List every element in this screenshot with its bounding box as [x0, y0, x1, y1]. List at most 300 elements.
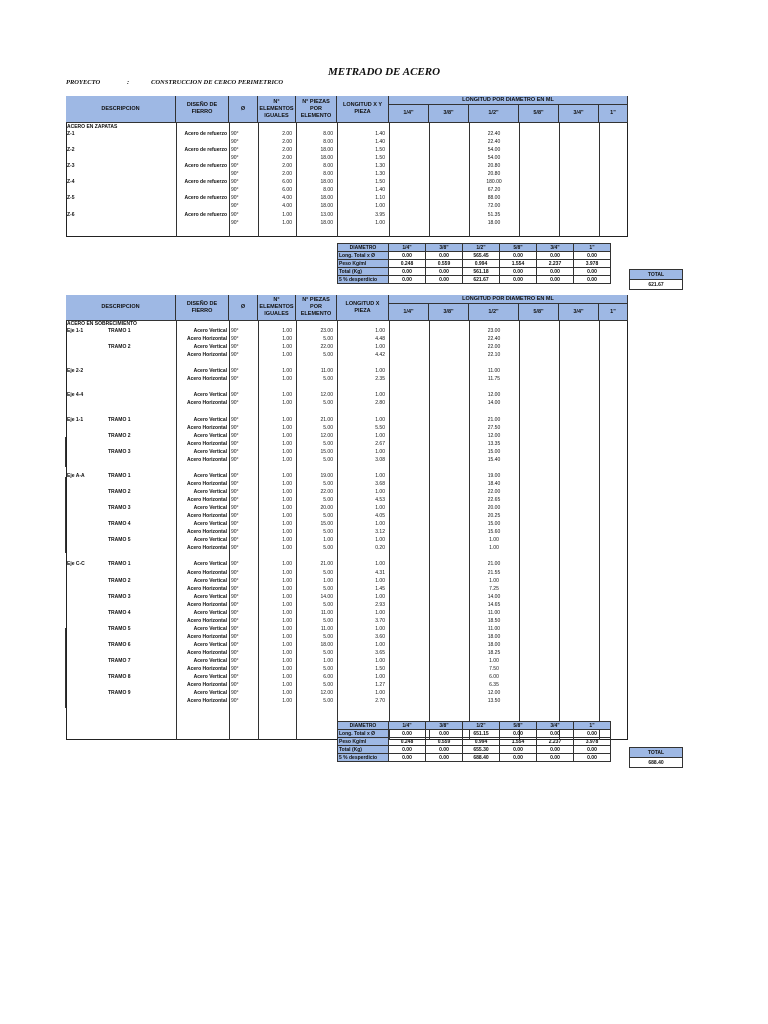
row-longitud: 1.00 — [375, 448, 385, 455]
row-description: Z-2 — [67, 147, 75, 154]
row-longitud: 3.95 — [375, 211, 385, 218]
row-angle: 90° — [231, 155, 239, 162]
row-angle: 90° — [231, 163, 239, 170]
row-n-piezas: 5.00 — [323, 617, 333, 624]
row-angle: 90° — [231, 171, 239, 178]
row-n-elementos: 1.00 — [282, 352, 292, 359]
row-n-elementos: 1.00 — [282, 376, 292, 383]
row-n-elementos: 1.00 — [282, 561, 292, 568]
row-longitud: 2.93 — [375, 601, 385, 608]
row-length-1-2: 6.00 — [489, 674, 499, 681]
row-diseno: Acero Horizontal — [186, 617, 227, 624]
diameter-summary — [337, 721, 611, 762]
row-longitud: 1.00 — [375, 203, 385, 210]
row-longitud: 1.50 — [375, 155, 385, 162]
summary-value: 0.00 — [389, 746, 426, 754]
row-n-piezas: 21.00 — [320, 561, 333, 568]
row-angle: 90° — [231, 368, 239, 375]
row-n-piezas: 11.00 — [320, 609, 333, 616]
summary-value: 0.00 — [500, 746, 537, 754]
row-length-1-2: 12.00 — [487, 392, 501, 399]
row-n-elementos: 2.00 — [282, 171, 292, 178]
summary-value: 0.00 — [537, 746, 574, 754]
column-rule — [389, 321, 390, 740]
row-length-1-2: 20.25 — [487, 513, 501, 520]
header-diameter: 1" — [599, 304, 628, 321]
summary-value: 0.00 — [500, 276, 537, 284]
page-title: METRADO DE ACERO — [327, 66, 441, 78]
summary-value: 0.00 — [574, 730, 611, 738]
row-diseno: Acero de refuerzo — [184, 163, 227, 170]
row-length-1-2: 22.00 — [487, 489, 501, 495]
header-diseno: DISEÑO DE FIERRO — [176, 295, 229, 321]
row-diseno: Acero Horizontal — [186, 666, 227, 673]
column-rule — [229, 123, 230, 237]
row-length-1-2: 7.50 — [489, 666, 499, 673]
row-diseno: Acero Horizontal — [186, 513, 227, 520]
row-diseno: Acero Vertical — [193, 625, 227, 632]
row-n-elementos: 1.00 — [282, 400, 292, 407]
row-diseno: Acero Vertical — [193, 489, 227, 495]
group-bracket — [65, 545, 66, 553]
row-n-piezas: 11.00 — [320, 625, 333, 632]
summary-label: Peso Kg/ml — [338, 738, 389, 746]
row-n-elementos: 2.00 — [282, 147, 292, 154]
row-longitud: 3.08 — [375, 456, 385, 463]
summary-header: DIAMETRO — [338, 244, 389, 252]
row-length-1-2: 18.40 — [487, 480, 501, 487]
row-n-elementos: 1.00 — [282, 674, 292, 681]
row-diseno: Acero Vertical — [193, 368, 227, 375]
row-longitud: 1.00 — [375, 219, 385, 226]
summary-value: 0.00 — [426, 730, 463, 738]
row-n-elementos: 6.00 — [282, 179, 292, 186]
row-length-1-2: 21.55 — [487, 569, 501, 576]
row-description: Z-4 — [67, 179, 75, 186]
row-diseno: Acero Vertical — [193, 658, 227, 665]
row-n-elementos: 1.00 — [282, 328, 292, 334]
row-angle: 90° — [231, 139, 239, 146]
row-diseno: Acero Vertical — [193, 328, 227, 334]
row-n-piezas: 18.00 — [320, 155, 333, 162]
row-diseno: Acero Vertical — [193, 472, 227, 479]
row-angle: 90° — [231, 682, 239, 689]
summary-value: 2.237 — [537, 260, 574, 268]
row-angle: 90° — [231, 537, 239, 544]
row-length-1-2: 18.25 — [487, 650, 501, 656]
row-angle: 90° — [231, 344, 239, 351]
row-angle: 90° — [231, 432, 239, 439]
row-longitud: 4.05 — [375, 513, 385, 520]
row-longitud: 1.00 — [375, 521, 385, 528]
row-n-elementos: 1.00 — [282, 448, 292, 455]
summary-label: Long. Total x Ø — [338, 730, 389, 738]
summary-value: 3.978 — [574, 260, 611, 268]
row-diseno: Acero Vertical — [193, 521, 227, 528]
summary-value: 0.00 — [389, 730, 426, 738]
row-n-elementos: 1.00 — [282, 211, 292, 218]
row-tramo: TRAMO 1 — [108, 472, 131, 479]
header-diameter: 5/8" — [519, 105, 559, 123]
row-angle: 90° — [231, 601, 239, 608]
row-angle: 90° — [231, 641, 239, 648]
row-angle: 90° — [231, 625, 239, 632]
summary-diameter: 5/8" — [500, 244, 537, 252]
row-length-1-2: 20.00 — [487, 505, 501, 512]
summary-value: 0.00 — [389, 754, 426, 762]
row-length-1-2: 1.00 — [489, 537, 499, 544]
summary-row — [338, 276, 611, 284]
row-description: Eje 1-1 — [67, 416, 84, 423]
row-n-elementos: 2.00 — [282, 155, 292, 162]
row-n-elementos: 1.00 — [282, 521, 292, 528]
row-longitud: 3.60 — [375, 633, 385, 640]
row-length-1-2: 180.00 — [486, 179, 502, 186]
row-n-elementos: 1.00 — [282, 537, 292, 544]
summary-diameter: 1" — [574, 722, 611, 730]
row-angle: 90° — [231, 179, 239, 186]
row-length-1-2: 14.00 — [487, 593, 501, 600]
row-n-piezas: 5.00 — [323, 650, 333, 656]
row-n-elementos: 1.00 — [282, 633, 292, 640]
row-n-elementos: 1.00 — [282, 472, 292, 479]
row-n-piezas: 8.00 — [323, 131, 333, 137]
row-n-elementos: 2.00 — [282, 131, 292, 137]
row-description: Eje 4-4 — [67, 392, 84, 399]
summary-label: Long. Total x Ø — [338, 252, 389, 260]
summary-value: 3.978 — [574, 738, 611, 746]
row-tramo: TRAMO 9 — [108, 690, 131, 697]
row-longitud: 1.00 — [375, 344, 385, 351]
row-n-piezas: 18.00 — [320, 195, 333, 202]
row-angle: 90° — [231, 440, 239, 447]
summary-value: 0.00 — [500, 730, 537, 738]
summary-row — [338, 268, 611, 276]
row-angle: 90° — [231, 513, 239, 520]
row-angle: 90° — [231, 392, 239, 399]
row-diseno: Acero Horizontal — [186, 569, 227, 576]
row-length-1-2: 72.00 — [487, 203, 501, 210]
header-diameter: 1/4" — [389, 105, 429, 123]
summary-row — [338, 730, 611, 738]
row-longitud: 4.53 — [375, 497, 385, 504]
row-tramo: TRAMO 2 — [108, 577, 131, 584]
summary-diameter: 3/8" — [426, 244, 463, 252]
row-length-1-2: 1.00 — [489, 577, 499, 584]
row-diseno: Acero Vertical — [193, 448, 227, 455]
row-angle: 90° — [231, 497, 239, 504]
row-longitud: 1.00 — [375, 505, 385, 512]
row-longitud: 1.50 — [375, 147, 385, 154]
row-n-piezas: 5.00 — [323, 666, 333, 673]
summary-value: 565.45 — [463, 252, 500, 260]
row-longitud: 1.40 — [375, 187, 385, 194]
row-length-1-2: 11.00 — [487, 609, 501, 616]
summary-label: Peso Kg/ml — [338, 260, 389, 268]
row-longitud: 2.70 — [375, 698, 385, 705]
row-angle: 90° — [231, 211, 239, 218]
row-n-elementos: 1.00 — [282, 585, 292, 592]
row-n-piezas: 5.00 — [323, 440, 333, 447]
row-length-1-2: 88.00 — [487, 195, 501, 202]
row-n-piezas: 8.00 — [323, 187, 333, 194]
row-n-piezas: 5.00 — [323, 424, 333, 431]
summary-diameter: 1/2" — [463, 722, 500, 730]
row-angle: 90° — [231, 617, 239, 624]
row-longitud: 1.00 — [375, 641, 385, 648]
row-diseno: Acero de refuerzo — [184, 179, 227, 186]
summary-row — [338, 754, 611, 762]
row-diseno: Acero de refuerzo — [184, 147, 227, 154]
row-n-elementos: 1.00 — [282, 641, 292, 648]
summary-value: 561.18 — [463, 268, 500, 276]
row-n-piezas: 18.00 — [320, 179, 333, 186]
row-n-elementos: 1.00 — [282, 593, 292, 600]
row-n-piezas: 5.00 — [323, 497, 333, 504]
row-description: Eje A-A — [67, 472, 85, 479]
row-tramo: TRAMO 2 — [108, 489, 131, 495]
row-diseno: Acero Vertical — [193, 505, 227, 512]
row-n-piezas: 5.00 — [323, 633, 333, 640]
row-n-piezas: 22.00 — [320, 489, 333, 495]
row-angle: 90° — [231, 195, 239, 202]
header-diameter: 1/2" — [469, 304, 519, 321]
summary-label: Total (Kg) — [338, 746, 389, 754]
row-n-elementos: 1.00 — [282, 513, 292, 520]
total-value: 621.67 — [630, 280, 683, 290]
row-tramo: TRAMO 3 — [108, 448, 131, 455]
row-length-1-2: 51.35 — [487, 211, 501, 218]
summary-value: 0.00 — [500, 252, 537, 260]
row-longitud: 1.00 — [375, 577, 385, 584]
row-length-1-2: 13.35 — [487, 440, 501, 447]
row-n-elementos: 1.00 — [282, 666, 292, 673]
row-angle: 90° — [231, 633, 239, 640]
row-n-piezas: 1.00 — [323, 537, 333, 544]
row-length-1-2: 11.75 — [487, 376, 501, 383]
row-longitud: 3.65 — [375, 650, 385, 656]
row-length-1-2: 18.50 — [487, 617, 501, 624]
group-bracket — [65, 437, 66, 467]
header-longitud-por-diametro: LONGITUD POR DIAMETRO EN ML — [389, 295, 628, 304]
row-angle: 90° — [231, 448, 239, 455]
row-longitud: 1.00 — [375, 416, 385, 423]
row-length-1-2: 20.80 — [487, 163, 501, 170]
row-n-elementos: 1.00 — [282, 609, 292, 616]
row-description: Eje 1-1 — [67, 328, 84, 334]
row-longitud: 4.42 — [375, 352, 385, 359]
row-tramo: TRAMO 2 — [108, 432, 131, 439]
row-angle: 90° — [231, 698, 239, 705]
row-n-elementos: 1.00 — [282, 497, 292, 504]
row-length-1-2: 13.50 — [487, 698, 501, 705]
summary-diameter: 3/4" — [537, 244, 574, 252]
row-tramo: TRAMO 3 — [108, 593, 131, 600]
summary-value: 0.00 — [426, 746, 463, 754]
row-n-elementos: 1.00 — [282, 545, 292, 552]
summary-value: 0.00 — [500, 268, 537, 276]
header-n-elementos: N° ELEMENTOS IGUALES — [258, 96, 296, 123]
row-n-elementos: 2.00 — [282, 163, 292, 170]
row-diseno: Acero Vertical — [193, 609, 227, 616]
row-length-1-2: 54.00 — [487, 155, 501, 162]
column-rule — [389, 123, 390, 237]
row-n-piezas: 23.00 — [320, 328, 333, 334]
row-length-1-2: 1.00 — [489, 545, 499, 552]
row-angle: 90° — [231, 609, 239, 616]
row-angle: 90° — [231, 666, 239, 673]
row-length-1-2: 19.00 — [487, 472, 501, 479]
row-diseno: Acero Horizontal — [186, 456, 227, 463]
row-n-piezas: 18.00 — [320, 203, 333, 210]
row-n-piezas: 15.00 — [320, 521, 333, 528]
row-n-piezas: 6.00 — [323, 674, 333, 681]
row-diseno: Acero Vertical — [193, 690, 227, 697]
summary-value: 0.00 — [537, 276, 574, 284]
row-length-1-2: 18.00 — [487, 641, 501, 648]
row-length-1-2: 14.65 — [487, 601, 501, 608]
row-longitud: 2.35 — [375, 376, 385, 383]
row-angle: 90° — [231, 489, 239, 495]
row-n-elementos: 1.00 — [282, 489, 292, 495]
header-descripcion: DESCRIPCION — [66, 295, 176, 321]
row-diseno: Acero de refuerzo — [184, 131, 227, 137]
row-n-piezas: 18.00 — [320, 641, 333, 648]
summary-value: 0.00 — [500, 754, 537, 762]
row-angle: 90° — [231, 456, 239, 463]
row-diseno: Acero Horizontal — [186, 480, 227, 487]
summary-label: 5 % desperdicio — [338, 276, 389, 284]
row-n-elementos: 1.00 — [282, 650, 292, 656]
row-n-piezas: 5.00 — [323, 601, 333, 608]
row-longitud: 1.00 — [375, 690, 385, 697]
row-n-piezas: 5.00 — [323, 545, 333, 552]
total-value: 688.40 — [630, 758, 683, 768]
header-diametro: Ø — [229, 96, 258, 123]
summary-diameter: 1" — [574, 244, 611, 252]
row-description: Z-3 — [67, 163, 75, 170]
row-angle: 90° — [231, 203, 239, 210]
row-n-piezas: 1.00 — [323, 577, 333, 584]
row-longitud: 1.00 — [375, 561, 385, 568]
row-length-1-2: 22.00 — [487, 344, 501, 351]
summary-value: 0.00 — [389, 276, 426, 284]
summary-total — [629, 747, 683, 768]
row-diseno: Acero Vertical — [193, 577, 227, 584]
row-longitud: 1.00 — [375, 328, 385, 334]
column-rule — [559, 123, 560, 237]
row-n-elementos: 1.00 — [282, 529, 292, 536]
row-n-elementos: 1.00 — [282, 336, 292, 343]
column-rule — [599, 321, 600, 740]
header-diameter: 1" — [599, 105, 628, 123]
header-diameter: 1/2" — [469, 105, 519, 123]
row-n-piezas: 20.00 — [320, 505, 333, 512]
summary-value: 2.237 — [537, 738, 574, 746]
row-tramo: TRAMO 4 — [108, 609, 131, 616]
row-longitud: 1.00 — [375, 432, 385, 439]
row-tramo: TRAMO 1 — [108, 561, 131, 568]
row-n-piezas: 22.00 — [320, 344, 333, 351]
row-angle: 90° — [231, 561, 239, 568]
summary-row — [338, 260, 611, 268]
row-angle: 90° — [231, 569, 239, 576]
header-n-piezas: N° PIEZAS POR ELEMENTO — [296, 295, 337, 321]
row-diseno: Acero Horizontal — [186, 650, 227, 656]
row-length-1-2: 21.00 — [487, 416, 501, 423]
row-length-1-2: 14.00 — [487, 400, 501, 407]
column-rule — [429, 123, 430, 237]
row-angle: 90° — [231, 529, 239, 536]
section-title: ACERO EN SOBRECIMIENTO — [67, 321, 137, 327]
row-longitud: 1.00 — [375, 472, 385, 479]
row-n-piezas: 5.00 — [323, 569, 333, 576]
row-n-piezas: 5.00 — [323, 529, 333, 536]
row-longitud: 2.80 — [375, 400, 385, 407]
header-diameter: 3/8" — [429, 304, 469, 321]
row-longitud: 1.40 — [375, 131, 385, 137]
summary-value: 0.559 — [426, 738, 463, 746]
row-n-elementos: 4.00 — [282, 203, 292, 210]
header-diameter: 3/8" — [429, 105, 469, 123]
row-description: Eje 2-2 — [67, 368, 84, 375]
row-length-1-2: 18.00 — [487, 633, 501, 640]
row-tramo: TRAMO 2 — [108, 344, 131, 351]
group-bracket — [65, 477, 66, 547]
summary-value: 0.248 — [389, 738, 426, 746]
row-n-piezas: 5.00 — [323, 513, 333, 520]
summary-label: 5 % desperdicio — [338, 754, 389, 762]
row-longitud: 1.00 — [375, 658, 385, 665]
row-diseno: Acero Horizontal — [186, 336, 227, 343]
row-n-piezas: 5.00 — [323, 585, 333, 592]
row-n-elementos: 1.00 — [282, 424, 292, 431]
summary-label: Total (Kg) — [338, 268, 389, 276]
column-rule — [429, 321, 430, 740]
row-diseno: Acero Horizontal — [186, 698, 227, 705]
row-n-elementos: 1.00 — [282, 368, 292, 375]
summary-value: 0.00 — [537, 268, 574, 276]
diameter-summary — [337, 243, 611, 284]
summary-diameter: 1/2" — [463, 244, 500, 252]
row-diseno: Acero Horizontal — [186, 585, 227, 592]
header-descripcion: DESCRIPCION — [66, 96, 176, 123]
row-n-piezas: 8.00 — [323, 139, 333, 146]
row-n-piezas: 15.00 — [320, 448, 333, 455]
row-diseno: Acero Horizontal — [186, 497, 227, 504]
row-n-piezas: 12.00 — [320, 690, 333, 697]
header-longitud-por-diametro: LONGITUD POR DIAMETRO EN ML — [389, 96, 628, 105]
row-angle: 90° — [231, 187, 239, 194]
row-n-elementos: 1.00 — [282, 480, 292, 487]
row-longitud: 1.00 — [375, 593, 385, 600]
row-description: Z-6 — [67, 211, 75, 218]
row-angle: 90° — [231, 545, 239, 552]
summary-row — [338, 738, 611, 746]
row-n-piezas: 12.00 — [320, 392, 333, 399]
group-bracket — [65, 628, 66, 708]
row-diseno: Acero Vertical — [193, 416, 227, 423]
summary-value: 0.00 — [537, 730, 574, 738]
row-longitud: 1.50 — [375, 179, 385, 186]
row-n-elementos: 1.00 — [282, 690, 292, 697]
row-longitud: 1.00 — [375, 674, 385, 681]
row-length-1-2: 18.00 — [487, 219, 501, 226]
row-length-1-2: 22.65 — [487, 497, 501, 504]
summary-value: 0.00 — [537, 754, 574, 762]
row-angle: 90° — [231, 336, 239, 343]
project-value: CONSTRUCCION DE CERCO PERIMETRICO — [151, 79, 284, 86]
